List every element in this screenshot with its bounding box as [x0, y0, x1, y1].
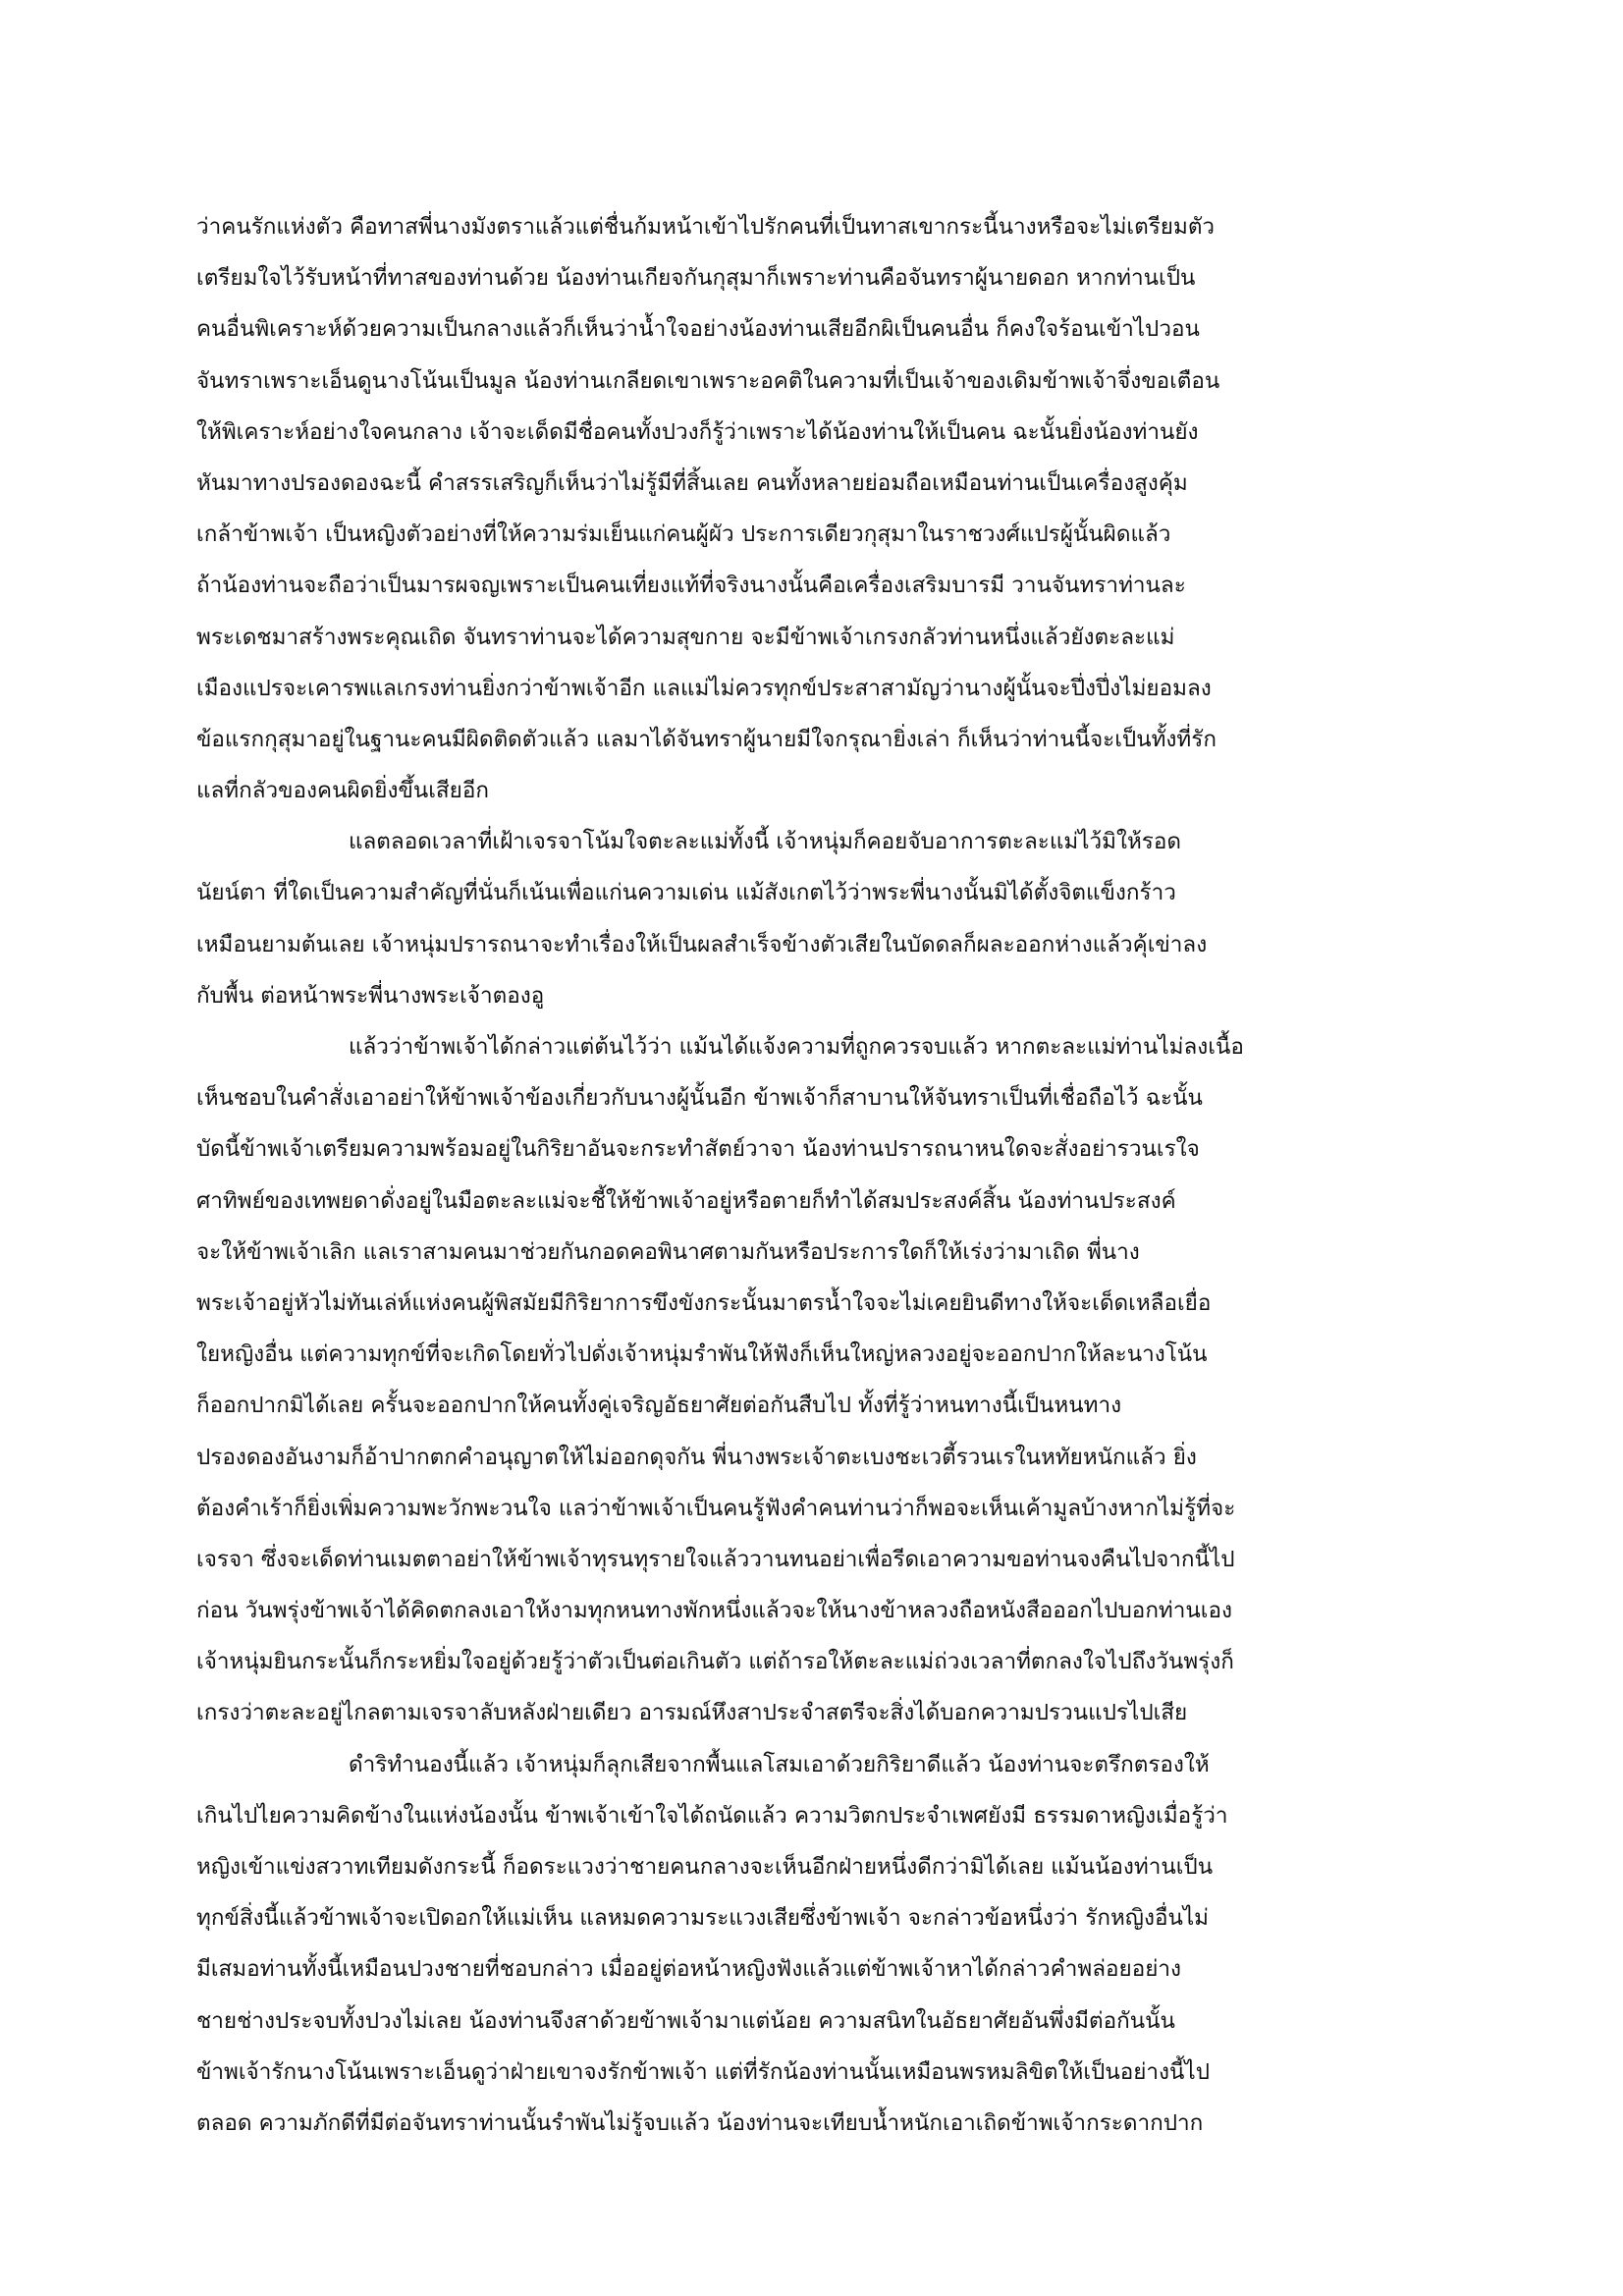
text-line: เจรจา ซึ่งจะเด็ดท่านเมตตาอย่าให้ข้าพเจ้าทุรนทุรายใจแล้ววานทนอย่าเพื่อรีดเอาความขอท่านจงคืนไปจากนี้ไป: [196, 1546, 1235, 1572]
text-line: ต้องคำเร้าก็ยิ่งเพิ่มความพะวักพะวนใจ แลว่าข้าพเจ้าเป็นคนรู้ฟังคำคนท่านว่าก็พอจะเห็นเค้ามูลบ้างหากไม่รู้ที่จะ: [196, 1495, 1236, 1521]
text-line: เห็นชอบในคำสั่งเอาอย่าให้ข้าพเจ้าข้องเกี่ยวกับนางผู้นั้นอีก ข้าพเจ้าก็สาบานให้จันทราเป็นที่เชื่อถือไว้ ฉะนั้น: [196, 1085, 1203, 1112]
paragraph-start-line: ดำริทำนองนี้แล้ว เจ้าหนุ่มก็ลุกเสียจากพื้นแลโสมเอาด้วยกิริยาดีแล้ว น้องท่านจะตรึกตรองให้: [349, 1751, 1210, 1777]
text-line: ก็ออกปากมิได้เลย ครั้นจะออกปากให้คนทั้งคู่เจริญอัธยาศัยต่อกันสืบไป ทั้งที่รู้ว่าหนทางนี้เป็นหนทาง: [196, 1393, 1122, 1419]
text-line: ทุกข์สิ่งนี้แล้วข้าพเจ้าจะเปิดอกให้แม่เห็น แลหมดความระแวงเสียซึ่งข้าพเจ้า จะกล่าวข้อหนึ่งว่า รักหญิงอื่นไม่: [196, 1905, 1209, 1932]
text-line: จันทราเพราะเอ็นดูนางโน้นเป็นมูล น้องท่านเกลียดเขาเพราะอคติในความที่เป็นเจ้าของเดิมข้าพเจ้าจึ่งขอเตือน: [196, 367, 1220, 394]
text-line: ก่อน วันพรุ่งข้าพเจ้าได้คิดตกลงเอาให้งามทุกหนทางพักหนึ่งแล้วจะให้นางข้าหลวงถือหนังสือออกไปบอกท่านเอง: [196, 1598, 1232, 1624]
text-line: เจ้าหนุ่มยินกระนั้นก็กระหยิ่มใจอยู่ด้วยรู้ว่าตัวเป็นต่อเกินตัว แต่ถ้ารอให้ตะละแม่ถ่วงเวลาที่ตกลงใจไปถึงวันพรุ่งก็: [196, 1649, 1234, 1675]
text-line: ให้พิเคราะห์อย่างใจคนกลาง เจ้าจะเด็ดมีชื่อคนทั้งปวงก็รู้ว่าเพราะได้น้องท่านให้เป็นคน ฉะนั้นยิ่งน้องท่านยัง: [196, 418, 1199, 445]
text-line: หญิงเข้าแข่งสวาทเทียมดังกระนี้ ก็อดระแวงว่าชายคนกลางจะเห็นอีกฝ่ายหนึ่งดีกว่ามิได้เลย แม้นน้องท่านเป็น: [196, 1854, 1214, 1880]
document-body: [196, 201, 1434, 2149]
text-line: ตลอด ความภักดีที่มีต่อจันทราท่านนั้นรำพันไม่รู้จบแล้ว น้องท่านจะเทียบน้ำหนักเอาเถิดข้าพเจ้ากระดากปาก: [196, 2109, 1204, 2136]
text-line: คนอื่นพิเคราะห์ด้วยความเป็นกลางแล้วก็เห็นว่าน้ำใจอย่างน้องท่านเสียอีกผิเป็นคนอื่น ก็คงใจร้อนเข้าไปวอน: [196, 316, 1200, 343]
text-line: ข้อแรกกุสุมาอยู่ในฐานะคนมีผิดติดตัวแล้ว แลมาได้จันทราผู้นายมีใจกรุณายิ่งเล่า ก็เห็นว่าท่านนี้จะเป็นทั้งที่รัก: [196, 726, 1217, 752]
text-line: แลที่กลัวของคนผิดยิ่งขึ้นเสียอีก: [196, 778, 489, 804]
text-line: ปรองดองอันงามก็อ้าปากตกคำอนุญาตให้ไม่ออกดุจกัน พี่นางพระเจ้าตะเบงชะเวตี้รวนเรในหทัยหนักแล้ว ยิ่ง: [196, 1444, 1197, 1470]
text-line: กับพื้น ต่อหน้าพระพี่นางพระเจ้าตองอู: [196, 982, 545, 1009]
paragraph-start-line: แล้วว่าข้าพเจ้าได้กล่าวแต่ต้นไว้ว่า แม้นได้แจ้งความที่ถูกควรจบแล้ว หากตะละแม่ท่านไม่ลงเนื้อ: [349, 1034, 1244, 1060]
text-line: เกินไปไยความคิดข้างในแห่งน้องนั้น ข้าพเจ้าเข้าใจได้ถนัดแล้ว ความวิตกประจำเพศยังมี ธรรมดาหญิงเมื่อรู้ว่า: [196, 1802, 1228, 1829]
text-line: พระเดชมาสร้างพระคุณเถิด จันทราท่านจะได้ความสุขกาย จะมีข้าพเจ้าเกรงกลัวท่านหนึ่งแล้วยังตะละแม่: [196, 624, 1175, 650]
text-line: ใยหญิงอื่น แต่ความทุกข์ที่จะเกิดโดยทั่วไปดั่งเจ้าหนุ่มรำพันให้ฟังก็เห็นใหญ่หลวงอยู่จะออกปากให้ละนางโน้น: [196, 1341, 1208, 1368]
text-line: เกรงว่าตะละอยู่ไกลตามเจรจาลับหลังฝ่ายเดียว อารมณ์หึงสาประจำสตรีจะสิ่งได้บอกความปรวนแปรไปเสีย: [196, 1700, 1188, 1726]
text-line: จะให้ข้าพเจ้าเลิก แลเราสามคนมาช่วยกันกอดคอพินาศตามกันหรือประการใดก็ให้เร่งว่ามาเถิด พี่นาง: [196, 1238, 1140, 1265]
text-line: ถ้าน้องท่านจะถือว่าเป็นมารผจญเพราะเป็นคนเที่ยงแท้ที่จริงนางนั้นคือเครื่องเสริมบารมี วานจันทราท่านละ: [196, 573, 1186, 599]
text-line: เหมือนยามต้นเลย เจ้าหนุ่มปรารถนาจะทำเรื่องให้เป็นผลสำเร็จข้างตัวเสียในบัดดลก็ผละออกห่างแล้วคุ้เข่าลง: [196, 931, 1208, 957]
text-line: พระเจ้าอยู่หัวไม่ทันเล่ห์แห่งคนผู้พิสมัยมีกิริยาการขึงขังกระนั้นมาตรน้ำใจจะไม่เคยยินดีทางให้จะเด็ดเหลือเยื่อ: [196, 1289, 1212, 1316]
text-line: หันมาทางปรองดองฉะนี้ คำสรรเสริญก็เห็นว่าไม่รู้มีที่สิ้นเลย คนทั้งหลายย่อมถือเหมือนท่านเป็นเครื่องสูงคุ้ม: [196, 469, 1188, 496]
text-line: บัดนี้ข้าพเจ้าเตรียมความพร้อมอยู่ในกิริยาอันจะกระทำสัตย์วาจา น้องท่านปรารถนาหนใดจะสั่งอย่ารวนเรใจ: [196, 1136, 1200, 1163]
text-line: ศาทิพย์ของเทพยดาดั่งอยู่ในมือตะละแม่จะชี้ให้ข้าพเจ้าอยู่หรือตายก็ทำได้สมประสงค์สิ้น น้องท่านประสงค์: [196, 1187, 1176, 1214]
text-line: มีเสมอท่านทั้งนี้เหมือนปวงชายที่ชอบกล่าว เมื่ออยู่ต่อหน้าหญิงฟังแล้วแต่ข้าพเจ้าหาได้กล่าวคำพล่อยอย่าง: [196, 1956, 1182, 1983]
text-line: นัยน์ตา ที่ใดเป็นความสำคัญที่นั่นก็เน้นเพื่อแก่นความเด่น แม้สังเกตไว้ว่าพระพี่นางนั้นมิได้ตั้งจิตแข็งกร้าว: [196, 880, 1176, 906]
text-line: ชายช่างประจบทั้งปวงไม่เลย น้องท่านจึงสาด้วยข้าพเจ้ามาแต่น้อย ความสนิทในอัธยาศัยอันพึ่งมีต่อกันนั้น: [196, 2007, 1175, 2034]
paragraph-start-line: แลตลอดเวลาที่เฝ้าเจรจาโน้มใจตะละแม่ทั้งนี้ เจ้าหนุ่มก็คอยจับอาการตะละแม่ไว้มิให้รอด: [349, 829, 1181, 855]
text-line: เตรียมใจไว้รับหน้าที่ทาสของท่านด้วย น้องท่านเกียจกันกุสุมาก็เพราะท่านคือจันทราผู้นายดอก หากท่านเป็น: [196, 265, 1196, 292]
text-line: เกล้าข้าพเจ้า เป็นหญิงตัวอย่างที่ให้ความร่มเย็นแก่คนผู้ผัว ประการเดียวกุสุมาในราชวงศ์แปรผู้นั้นผิดแล้ว: [196, 521, 1171, 548]
text-line: เมืองแปรจะเคารพแลเกรงท่านยิ่งกว่าข้าพเจ้าอีก แลแม่ไม่ควรทุกข์ประสาสามัญว่านางผู้นั้นจะปึ่งปึ่งไม่ยอมลง: [196, 675, 1212, 701]
text-line: ว่าคนรักแห่งตัว คือทาสพี่นางมังตราแล้วแต่ชื่นก้มหน้าเข้าไปรักคนที่เป็นทาสเขากระนี้นางหรือจะไม่เตรียมตัว: [196, 214, 1216, 240]
text-line: ข้าพเจ้ารักนางโน้นเพราะเอ็นดูว่าฝ่ายเขาจงรักข้าพเจ้า แต่ที่รักน้องท่านนั้นเหมือนพรหมลิขิตให้เป็นอย่างนี้ไป: [196, 2058, 1211, 2085]
